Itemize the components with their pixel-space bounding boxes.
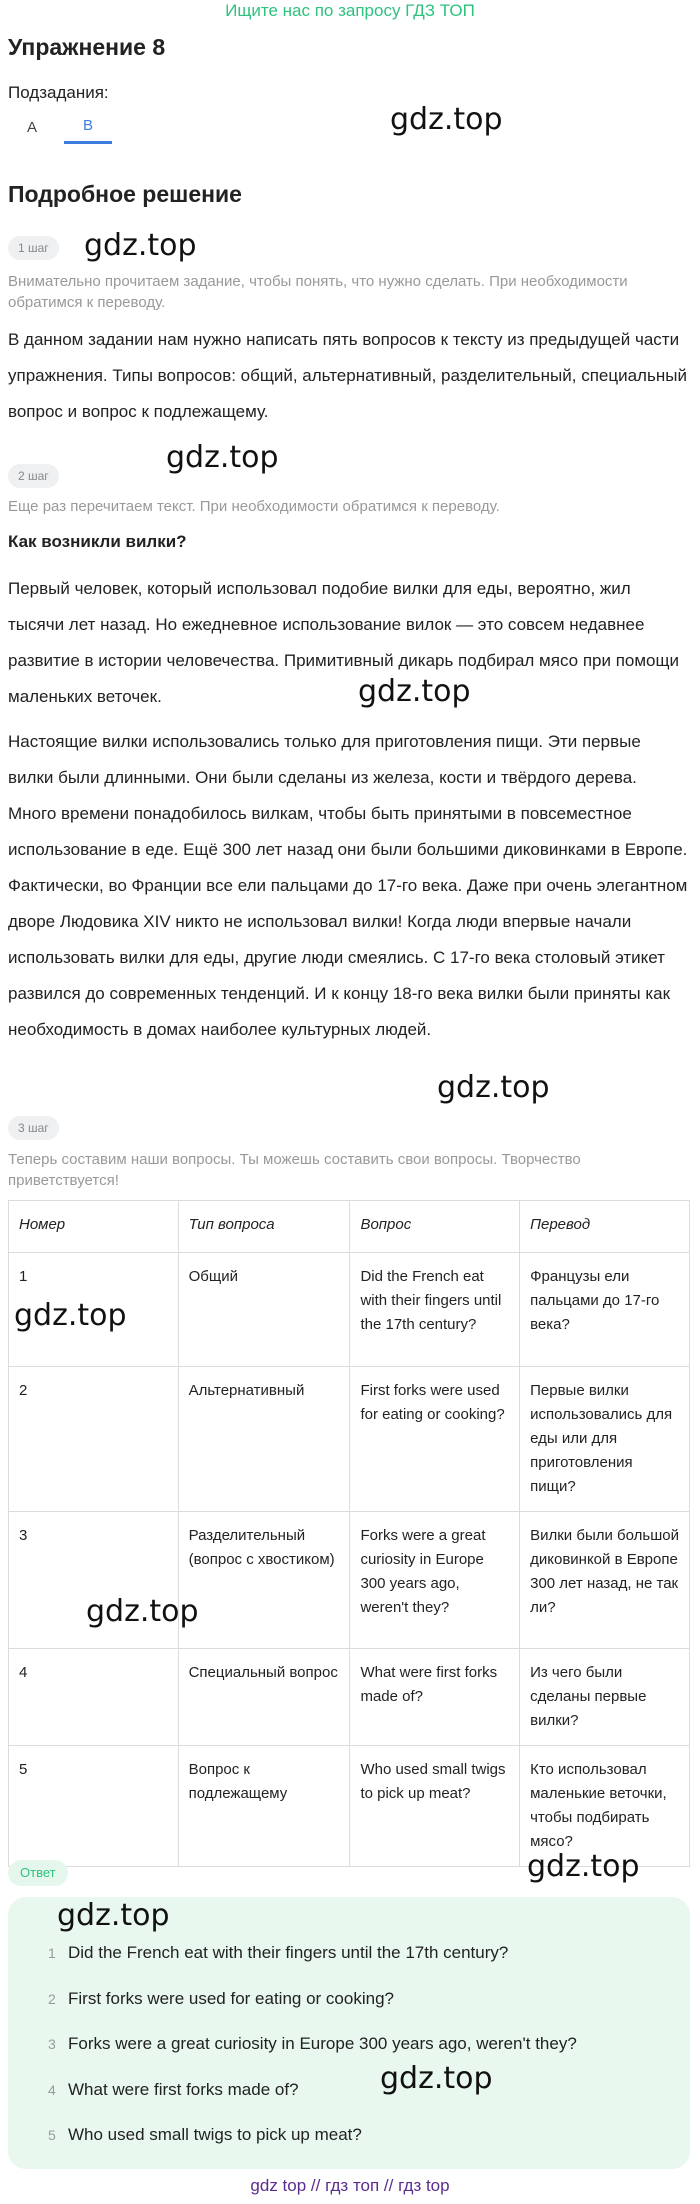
page-title: Упражнение 8	[8, 34, 166, 60]
table-cell: Who used small twigs to pick up meat?	[350, 1746, 520, 1867]
table-cell: Специальный вопрос	[178, 1649, 350, 1746]
watermark: gdz.top	[14, 1298, 127, 1333]
step-hint: Еще раз перечитаем текст. При необходимости обратимся к переводу.	[8, 498, 500, 515]
step-hint: Теперь составим наши вопросы. Ты можешь составить свои вопросы. Творчество приветствуется!	[8, 1151, 581, 1189]
column-header: Тип вопроса	[178, 1201, 350, 1253]
table-cell: Общий	[178, 1253, 350, 1367]
table-cell: Кто использовал маленькие веточки, чтобы подбирать мясо?	[520, 1746, 690, 1867]
watermark: gdz.top	[437, 1070, 550, 1105]
watermark: gdz.top	[358, 674, 471, 709]
table-cell: Французы ели пальцами до 17-го века?	[520, 1253, 690, 1367]
footer-links[interactable]: gdz top // гдз топ // гдз top	[250, 2176, 450, 2195]
answer-number: 1	[48, 1945, 56, 1961]
watermark: gdz.top	[86, 1594, 199, 1629]
table-cell: 5	[9, 1746, 179, 1867]
table-cell: Вопрос к подлежащему	[178, 1746, 350, 1867]
tab-a[interactable]: A	[26, 118, 37, 136]
answer-text: Forks were a great curiosity in Europe 300 years ago, weren't they?	[68, 2034, 577, 2053]
table-row	[9, 1367, 690, 1512]
table-cell: 1	[9, 1253, 179, 1367]
answer-item	[48, 1989, 394, 2009]
step-hint: Внимательно прочитаем задание, чтобы понять, что нужно сделать. При необходимости обратимся к переводу.	[8, 273, 628, 311]
table-cell: Did the French eat with their fingers until the 17th century?	[350, 1253, 520, 1367]
table-cell: 4	[9, 1649, 179, 1746]
subtask-tabs	[8, 110, 112, 144]
answer-item	[48, 2080, 299, 2100]
watermark: gdz.top	[57, 1898, 170, 1933]
answer-number: 2	[48, 1991, 56, 2007]
answer-number: 5	[48, 2127, 56, 2143]
table-cell: 3	[9, 1512, 179, 1649]
step-text: В данном задании нам нужно написать пять вопросов к тексту из предыдущей части упражнения. Типы вопросов: общий, альтернативный, разделительный, специальный вопрос и вопрос к подлежащему.	[8, 330, 687, 421]
text-paragraph: Настоящие вилки использовались только для приготовления пищи. Эти первые вилки были длинными. Они были сделаны из железа, кости и твёрдого дерева. Много времени понадобилось вилкам, чтобы быть принятыми в повсеместное использование в еде. Ещё 300 лет назад они были большими диковинками в Европе. Фактически, во Франции все ели пальцами до 17-го века. Даже при очень элегантном дворе Людовика XIV никто не использовал вилки! Когда люди впервые начали использовать вилки для еды, другие люди смеялись. С 17-го века столовый этикет развился до современных тенденций. И к концу 18-го века вилки были приняты как необходимость в домах наиболее культурных людей.	[8, 732, 688, 1039]
search-banner[interactable]: Ищите нас по запросу ГДЗ ТОП	[225, 1, 475, 20]
table-cell: Из чего были сделаны первые вилки?	[520, 1649, 690, 1746]
solution-heading: Подробное решение	[8, 181, 242, 207]
answer-item	[48, 2125, 362, 2145]
answer-text: Who used small twigs to pick up meat?	[68, 2125, 362, 2144]
watermark: gdz.top	[84, 228, 197, 263]
watermark: gdz.top	[380, 2061, 493, 2096]
answer-number: 3	[48, 2036, 56, 2052]
subtasks-label: Подзадания:	[8, 83, 109, 102]
answer-text: Did the French eat with their fingers until the 17th century?	[68, 1943, 509, 1962]
watermark: gdz.top	[527, 1849, 640, 1884]
step-badge: 3 шаг	[8, 1116, 59, 1140]
column-header: Вопрос	[350, 1201, 520, 1253]
text-paragraph: Первый человек, который использовал подобие вилки для еды, вероятно, жил тысячи лет назад. Но ежедневное использование вилок — это совсем недавнее развитие в истории человечества. Примитивный дикарь подбирал мясо при помощи маленьких веточек.	[8, 579, 679, 706]
answer-item	[48, 1943, 508, 1963]
tab-b[interactable]: B	[64, 110, 112, 144]
answer-badge: Ответ	[8, 1860, 68, 1886]
column-header: Перевод	[520, 1201, 690, 1253]
table-cell: First forks were used for eating or cooking?	[350, 1367, 520, 1512]
step-badge: 1 шаг	[8, 236, 59, 260]
answer-text: What were first forks made of?	[68, 2080, 299, 2099]
table-cell: Альтернативный	[178, 1367, 350, 1512]
table-cell: Первые вилки использовались для еды или для приготовления пищи?	[520, 1367, 690, 1512]
table-cell: Forks were a great curiosity in Europe 300 years ago, weren't they?	[350, 1512, 520, 1649]
watermark: gdz.top	[390, 102, 503, 137]
table-cell: Разделительный (вопрос с хвостиком)	[178, 1512, 350, 1649]
table-header-row	[9, 1201, 690, 1253]
text-heading: Как возникли вилки?	[8, 532, 187, 551]
watermark: gdz.top	[166, 440, 279, 475]
table-row	[9, 1649, 690, 1746]
answer-number: 4	[48, 2082, 56, 2098]
table-cell: Вилки были большой диковинкой в Европе 300 лет назад, не так ли?	[520, 1512, 690, 1649]
column-header: Номер	[9, 1201, 179, 1253]
answer-text: First forks were used for eating or cooking?	[68, 1989, 394, 2008]
step-badge: 2 шаг	[8, 464, 59, 488]
table-cell: 2	[9, 1367, 179, 1512]
table-cell: What were first forks made of?	[350, 1649, 520, 1746]
answer-item	[48, 2034, 577, 2054]
